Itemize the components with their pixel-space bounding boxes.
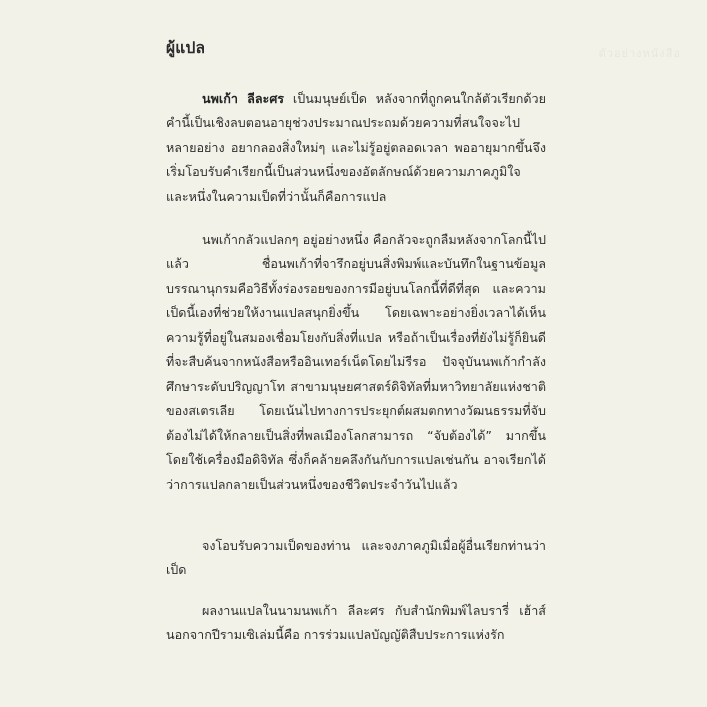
paragraph-spacer: [166, 516, 546, 534]
paragraph-translator-story: นพเก้ากลัวแปลกๆ อยู่อย่างหนึ่ง คือกลัวจะถูกลืมหลังจากโลกนี้ไปแล้ว ชื่อนพเก้าที่จารึกอยู่บนสิ่งพิมพ์และบันทึกในฐานข้อมูลบรรณานุกรมคือวิธีทั้งร่องรอยของการมีอยู่บนโลกนี้ที่ดีที่สุด และความเป็ดนี้เองที่ช่วยให้งานแปลสนุกยิ่งขึ้น โดยเฉพาะอย่างยิ่งเวลาได้เห็นความรู้ที่อยู่ในสมองเชื่อมโยงกับสิ่งที่แปล หรือถ้าเป็นเรื่องที่ยังไม่รู้ก็ยินดีที่จะสืบค้นจากหนังสือหรืออินเทอร์เน็ตโดยไม่รีรอ ปัจจุบันนพเก้ากำลังศึกษาระดับปริญญาโท สาขามนุษยศาสตร์ดิจิทัลที่มหาวิทยาลัยแห่งชาติของสเตรเลีย โดยเน้นไปทางการประยุกต์ผสมตกทางวัฒนธรรมที่จับต้องไม่ได้ให้กลายเป็นสิ่งที่พลเมืองโลกสามารถ “จับต้องได้” มากขึ้นโดยใช้เครื่องมือดิจิทัล ซึ่งก็คล้ายคลึงกันกับการแปลเช่นกัน อาจเรียกได้ว่าการแปลกลายเป็นส่วนหนึ่งของชีวิตประจำวันไปแล้ว: [166, 231, 546, 492]
paragraph-closing-message: จงโอบรับความเป็ดของท่าน และจงภาคภูมิเมื่อผู้อื่นเรียกท่านว่าเป็ด: [166, 537, 546, 578]
translator-name: นพเก้า ลีละศร: [202, 90, 285, 106]
page-title: ผู้แปล: [166, 39, 206, 57]
paragraph-text: เป็นมนุษย์เป็ด หลังจากที่ถูกคนใกล้ตัวเรียกด้วยคำนี้เป็นเชิงลบตอนอายุช่วงประมาณประถมด้วยความที่สนใจจะไปหลายอย่าง อยากลองสิ่งใหม่ๆ และไม่รู้อยู่ตลอดเวลา พออายุมากขึ้นจึงเริ่มโอบรับคำเรียกนี้เป็นส่วนหนึ่งของอัตลักษณ์ด้วยความภาคภูมิใจ และหนึ่งในความเป็ดที่ว่านั้นก็คือการแปล: [166, 90, 546, 204]
paragraph-translator-bio: [166, 87, 546, 210]
paragraph-works: ผลงานแปลในนามนพเก้า ลีละศร กับสำนักพิมพ์ไลบรารี่ เฮ้าส์ นอกจากปีรามเซิเล่มนี้คือ การร่วมแปลบัญญัติสืบประการแห่งรัก: [166, 602, 546, 643]
page-content: [166, 36, 546, 666]
watermark-text: ตัวอย่างหนังสือ: [598, 47, 681, 60]
